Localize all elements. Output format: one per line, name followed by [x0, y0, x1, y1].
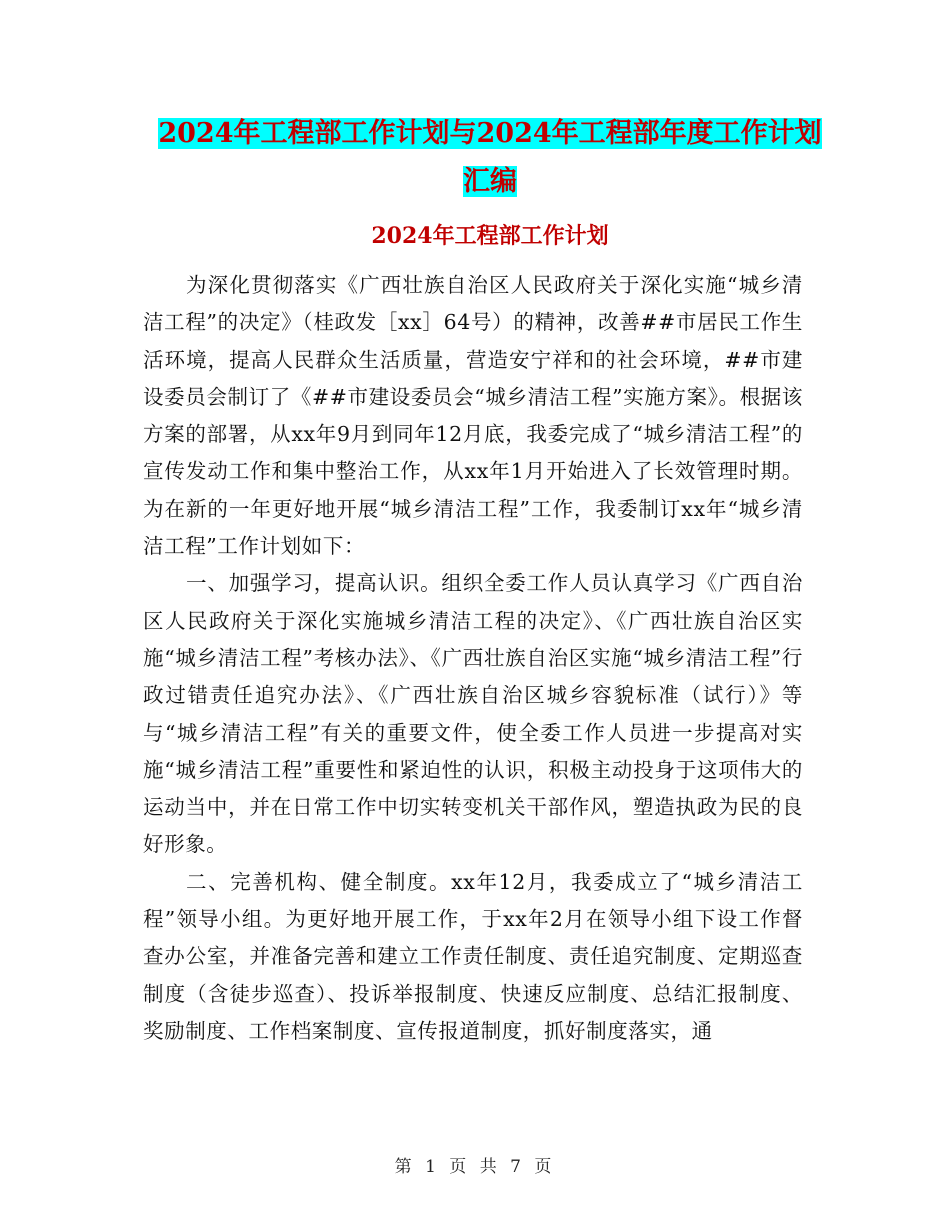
page-footer: 第 1 页 共 7 页: [394, 1157, 556, 1177]
document-title-line1: 2024年工程部工作计划与2024年工程部年度工作计划: [158, 118, 822, 149]
document-title: [140, 110, 840, 206]
section-title: 2024年工程部工作计划: [371, 223, 609, 249]
paragraph-item-1: 一、加强学习，提高认识。组织全委工作人员认真学习《广西自治区人民政府关于深化实施城乡清洁工程的决定》、《广西壮族自治区实施“城乡清洁工程”考核办法》、《广西壮族自治区实施“城乡清洁工程”行政过错责任追究办法》、《广西壮族自治区城乡容貌标准（试行）》等与“城乡清洁工程”有关的重要文件，使全委工作人员进一步提高对实施“城乡清洁工程”重要性和紧迫性的认识，积极主动投身于这项伟大的运动当中，并在日常工作中切实转变机关干部作风，塑造执政为民的良好形象。: [143, 571, 803, 857]
document-title-line2: 汇编: [463, 166, 517, 197]
paragraph-item-2: 二、完善机构、健全制度。xx年12月，我委成立了“城乡清洁工程”领导小组。为更好地开展工作，于xx年2月在领导小组下设工作督查办公室，并准备完善和建立工作责任制度、责任追究制度、定期巡查制度（含徒步巡查）、投诉举报制度、快速反应制度、总结汇报制度、奖励制度、工作档案制度、宣传报道制度，抓好制度落实，通: [143, 869, 803, 1043]
document-body: [143, 267, 803, 1050]
paragraph-intro: 为深化贯彻落实《广西壮族自治区人民政府关于深化实施“城乡清洁工程”的决定》（桂政发［xx］64号）的精神，改善##市居民工作生活环境，提高人民群众生活质量，营造安宁祥和的社会环境，##市建设委员会制订了《##市建设委员会“城乡清洁工程”实施方案》。根据该方案的部署，从xx年9月到同年12月底，我委完成了“城乡清洁工程”的宣传发动工作和集中整治工作，从xx年1月开始进入了长效管理时期。为在新的一年更好地开展“城乡清洁工程”工作，我委制订xx年“城乡清洁工程”工作计划如下：: [143, 273, 803, 559]
